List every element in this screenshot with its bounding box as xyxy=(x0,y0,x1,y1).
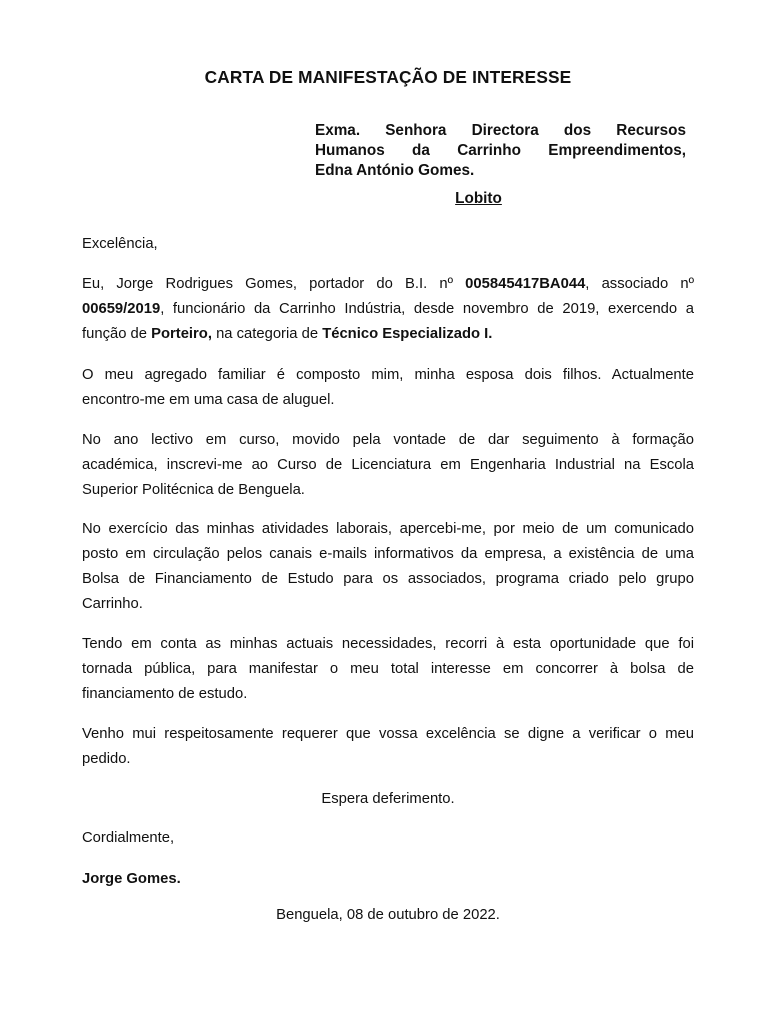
text-span: , associado nº xyxy=(585,276,694,292)
paragraph-line: Superior Politécnica de Benguela. xyxy=(82,482,305,498)
paragraph-line: tornada pública, para manifestar o meu total interesse em concorrer à bolsa de xyxy=(82,661,694,677)
paragraph-line: Carrinho. xyxy=(82,596,143,612)
text-span: na categoria de xyxy=(211,326,323,342)
closing: Cordialmente, xyxy=(82,830,175,846)
paragraph-request xyxy=(82,722,694,772)
paragraph-line: Venho mui respeitosamente requerer que vossa excelência se digne a verificar o meu xyxy=(82,726,694,742)
paragraph-line: Tendo em conta as minhas actuais necessidades, recorri à esta oportunidade que foi xyxy=(82,636,694,652)
closing-request: Espera deferimento. xyxy=(321,791,455,807)
place-date: Benguela, 08 de outubro de 2022. xyxy=(276,907,500,923)
member-number: 00659/2019 xyxy=(82,301,161,317)
text-span: Eu, Jorge Rodrigues Gomes, portador do B.I. nº xyxy=(82,276,466,292)
addressee-line-1: Exma. Senhora Directora dos Recursos xyxy=(315,122,686,139)
paragraph-line: posto em circulação pelos canais e-mails informativos da empresa, a existência de uma xyxy=(82,546,694,562)
paragraph-line xyxy=(82,297,694,322)
paragraph-line: O meu agregado familiar é composto mim, minha esposa dois filhos. Actualmente xyxy=(82,367,694,383)
addressee-block xyxy=(315,121,686,181)
paragraph-line: financiamento de estudo. xyxy=(82,686,248,702)
signature: Jorge Gomes. xyxy=(82,871,181,887)
paragraph-scholarship xyxy=(82,517,694,617)
paragraph-family xyxy=(82,363,694,413)
paragraph-studies xyxy=(82,428,694,503)
paragraph-line: No ano lectivo em curso, movido pela vontade de dar seguimento à formação xyxy=(82,432,694,448)
city-heading: Lobito xyxy=(455,190,502,207)
job-function: Porteiro, xyxy=(151,326,212,342)
paragraph-line: encontro-me em uma casa de aluguel. xyxy=(82,392,335,408)
addressee-line-2: Humanos da Carrinho Empreendimentos, xyxy=(315,142,686,159)
paragraph-line: académica, inscrevi-me ao Curso de Licenciatura em Engenharia Industrial na Escola xyxy=(82,457,694,473)
paragraph-interest xyxy=(82,632,694,707)
paragraph-line: pedido. xyxy=(82,751,131,767)
job-category: Técnico Especializado I. xyxy=(322,326,493,342)
paragraph-identification xyxy=(82,272,694,347)
paragraph-line: Bolsa de Financiamento de Estudo para os associados, programa criado pelo grupo xyxy=(82,571,694,587)
id-number: 005845417BA044 xyxy=(465,276,586,292)
text-span: , funcionário da Carrinho Indústria, desde novembro de 2019, exercendo a xyxy=(160,301,694,317)
letter-title: CARTA DE MANIFESTAÇÃO DE INTERESSE xyxy=(204,67,572,87)
text-span: função de xyxy=(82,326,152,342)
paragraph-line: No exercício das minhas atividades laborais, apercebi-me, por meio de um comunicado xyxy=(82,521,694,537)
addressee-line-3: Edna António Gomes. xyxy=(315,162,475,179)
paragraph-line xyxy=(82,322,694,347)
paragraph-line xyxy=(82,272,694,297)
salutation: Excelência, xyxy=(82,236,158,252)
